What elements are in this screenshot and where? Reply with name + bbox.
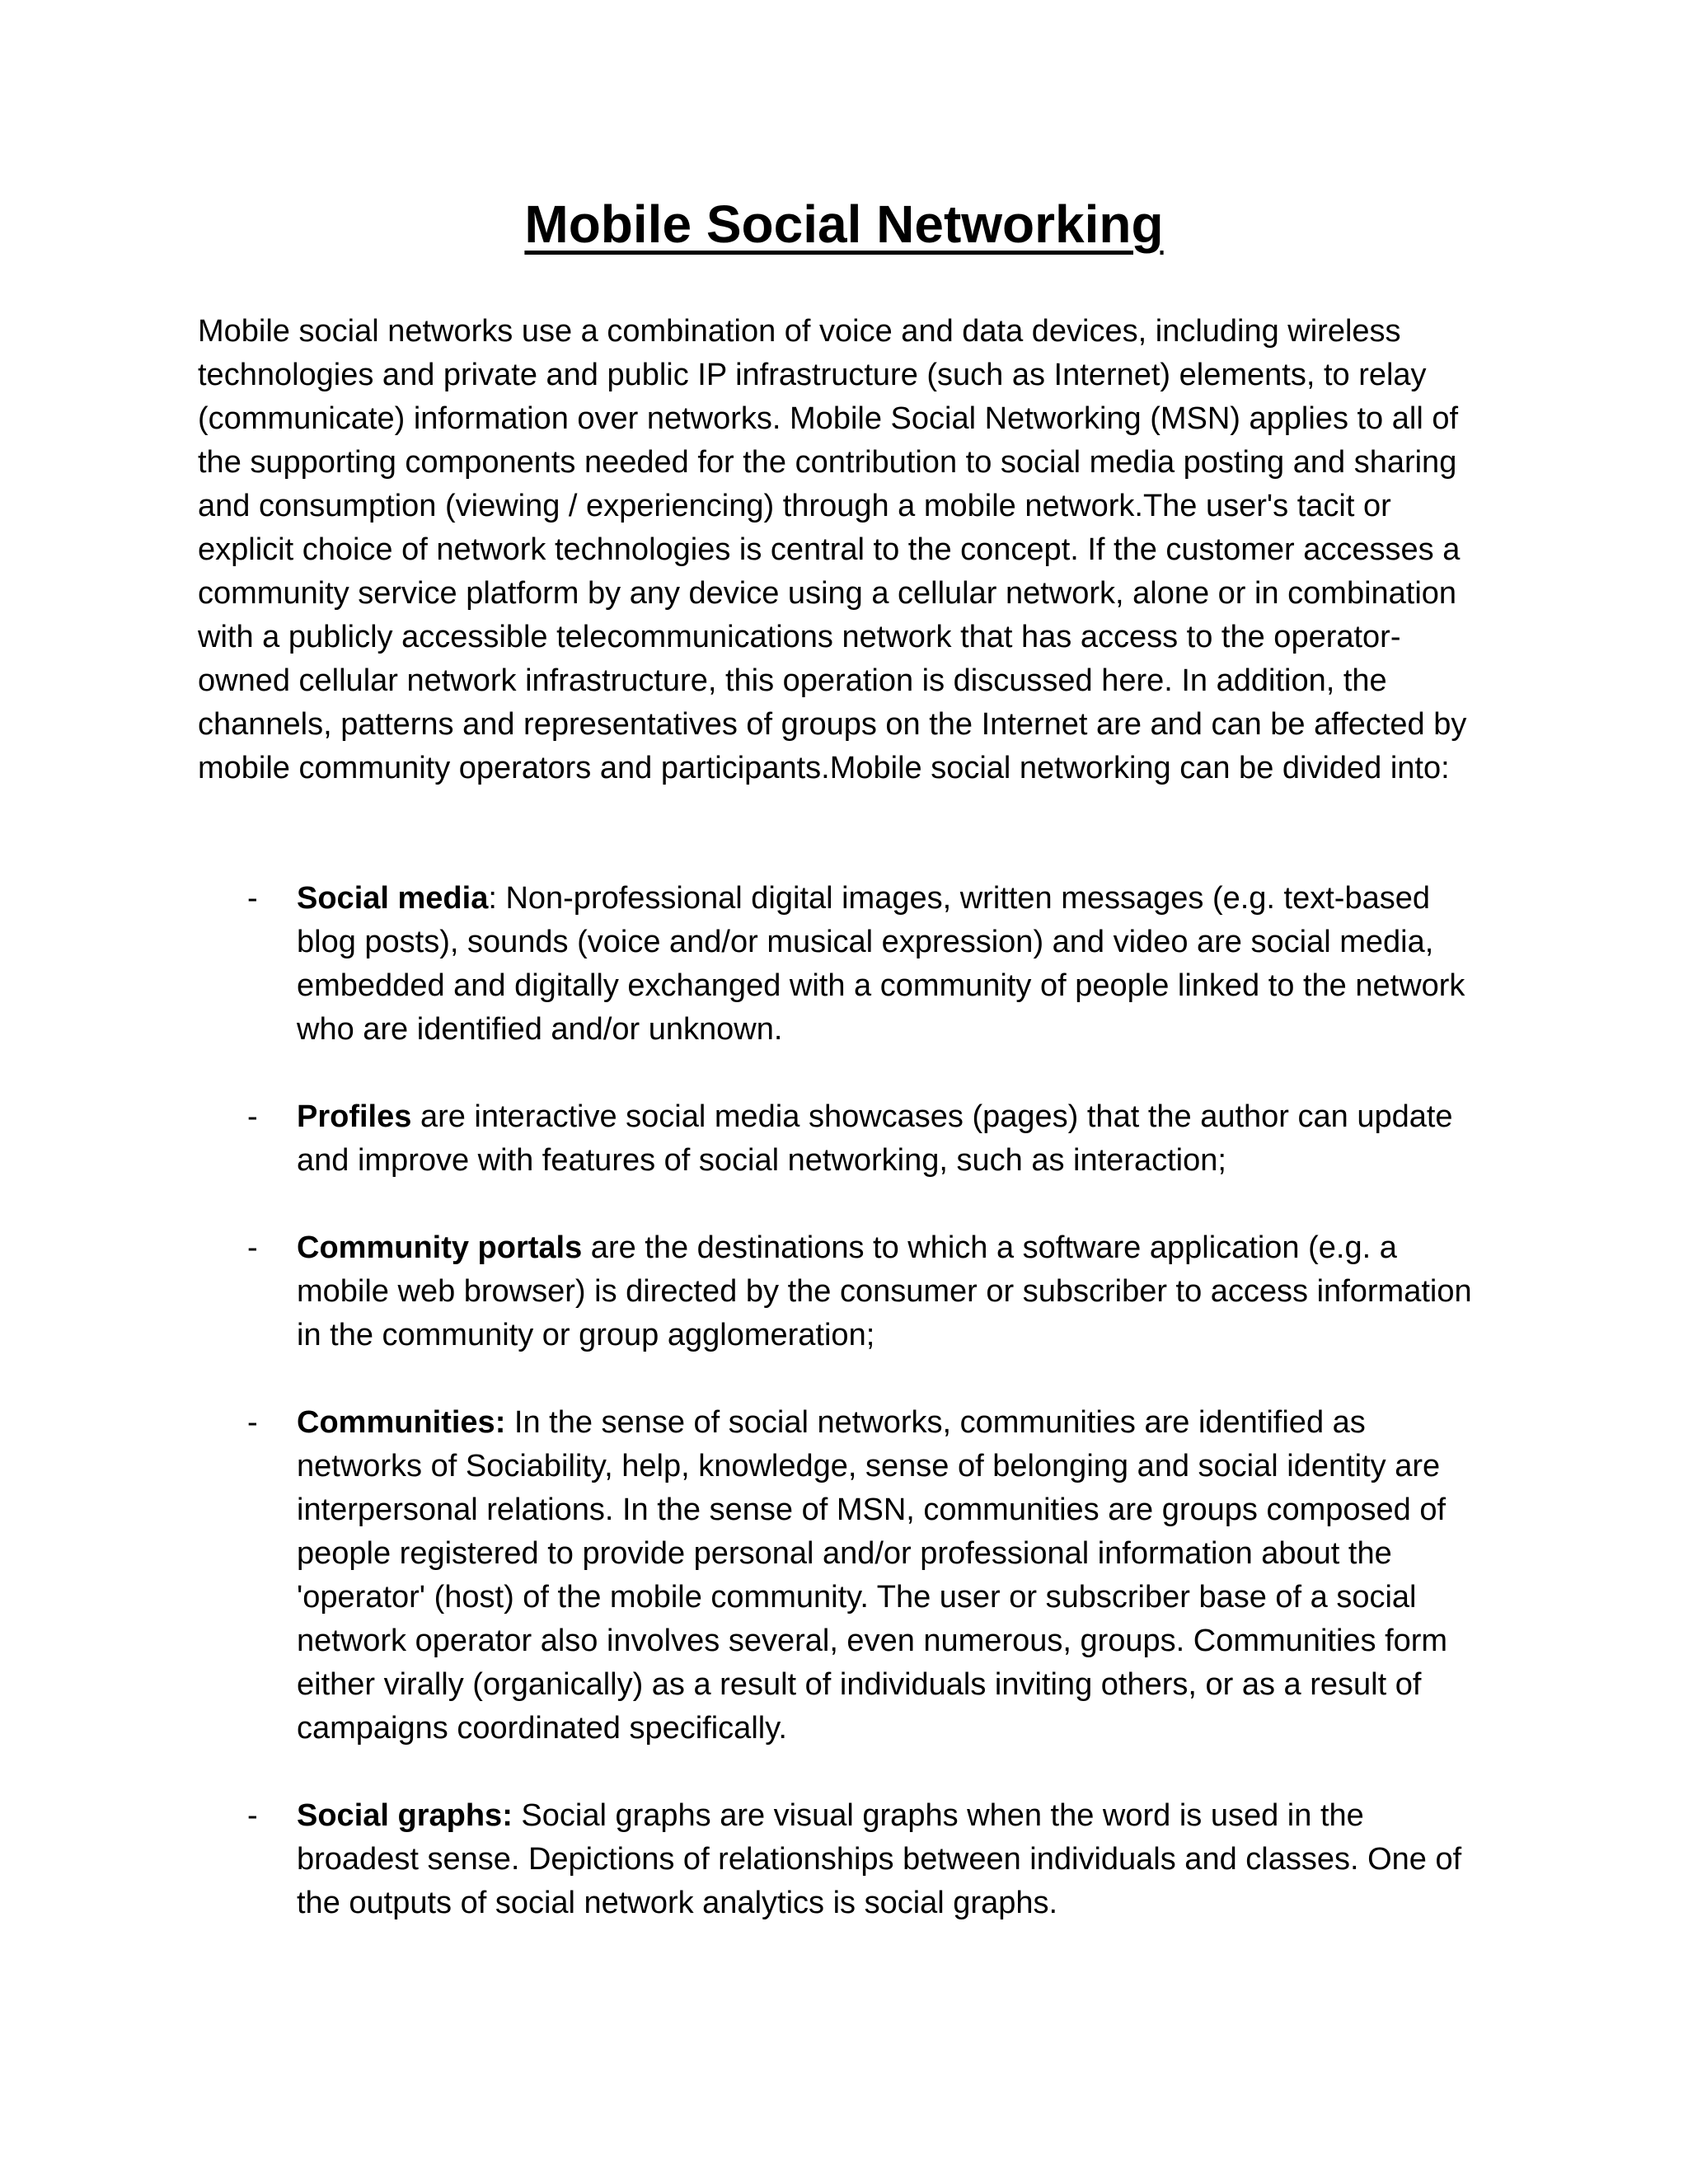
list-item-text xyxy=(297,1095,1475,1183)
list-item-social-media xyxy=(0,877,1688,1052)
list-item-body: are the destinations to which a software application (e.g. a mobile web browser) is directed by the consumer or subscriber to access information in the community or group agglomeration; xyxy=(297,1230,1472,1352)
intro-paragraph: Mobile social networks use a combination of voice and data devices, including wireless technologies and private and public IP infrastructure (such as Internet) elements, to relay (communicate) information over networks. Mobile Social Networking (MSN) applies to all of the supporting components needed for the contribution to social media posting and sharing and consumption (viewing / experiencing) through a mobile network.The user's tacit or explicit choice of network technologies is central to the concept. If the customer accesses a community service platform by any device using a cellular network, alone or in combination with a publicly accessible telecommunications network that has access to the operator-owned cellular network infrastructure, this operation is discussed here. In addition, the channels, patterns and representatives of groups on the Internet are and can be affected by mobile community operators and participants.Mobile social networking can be divided into: xyxy=(198,314,1467,785)
list-item-profiles xyxy=(0,1095,1688,1183)
list-item-term: Profiles xyxy=(297,1099,412,1134)
bullet-dash: - xyxy=(247,1099,258,1134)
bullet-dash: - xyxy=(247,1798,258,1833)
list-item-body: : Non-professional digital images, written messages (e.g. text-based blog posts), sounds (voice and/or musical expression) and video are social media, embedded and digitally exchanged with a community of people linked to the network who are identified and/or unknown. xyxy=(297,881,1465,1047)
bullet-list xyxy=(0,877,1688,1969)
list-item-community-portals xyxy=(0,1226,1688,1357)
bullet-dash: - xyxy=(247,881,258,916)
list-item-text xyxy=(297,1401,1475,1750)
list-item-body: Social graphs are visual graphs when the word is used in the broadest sense. Depictions of relationships between individuals and classes. One of the outputs of social network analytics is social graphs. xyxy=(297,1798,1462,1920)
list-item-social-graphs xyxy=(0,1794,1688,1925)
list-item-body: In the sense of social networks, communities are identified as networks of Sociability, help, knowledge, sense of belonging and social identity are interpersonal relations. In the sense of MSN, communities are groups composed of people registered to provide personal and/or professional information about the 'operator' (host) of the mobile community. The user or subscriber base of a social network operator also involves several, even numerous, groups. Communities form either virally (organically) as a result of individuals inviting others, or as a result of campaigns coordinated specifically. xyxy=(297,1405,1448,1746)
list-item-term: Community portals xyxy=(297,1230,583,1265)
bullet-dash: - xyxy=(247,1230,258,1265)
list-item-term: Social graphs: xyxy=(297,1798,513,1833)
list-item-body: are interactive social media showcases (pages) that the author can update and improve with features of social networking, such as interaction; xyxy=(297,1099,1453,1178)
document-title: Mobile Social Networking xyxy=(524,194,1164,254)
list-item-text xyxy=(297,1226,1475,1357)
list-item-term: Communities: xyxy=(297,1405,506,1440)
list-item-communities xyxy=(0,1401,1688,1750)
bullet-dash: - xyxy=(247,1405,258,1440)
list-item-text xyxy=(297,877,1475,1052)
list-item-text xyxy=(297,1794,1475,1925)
list-item-term: Social media xyxy=(297,881,489,916)
